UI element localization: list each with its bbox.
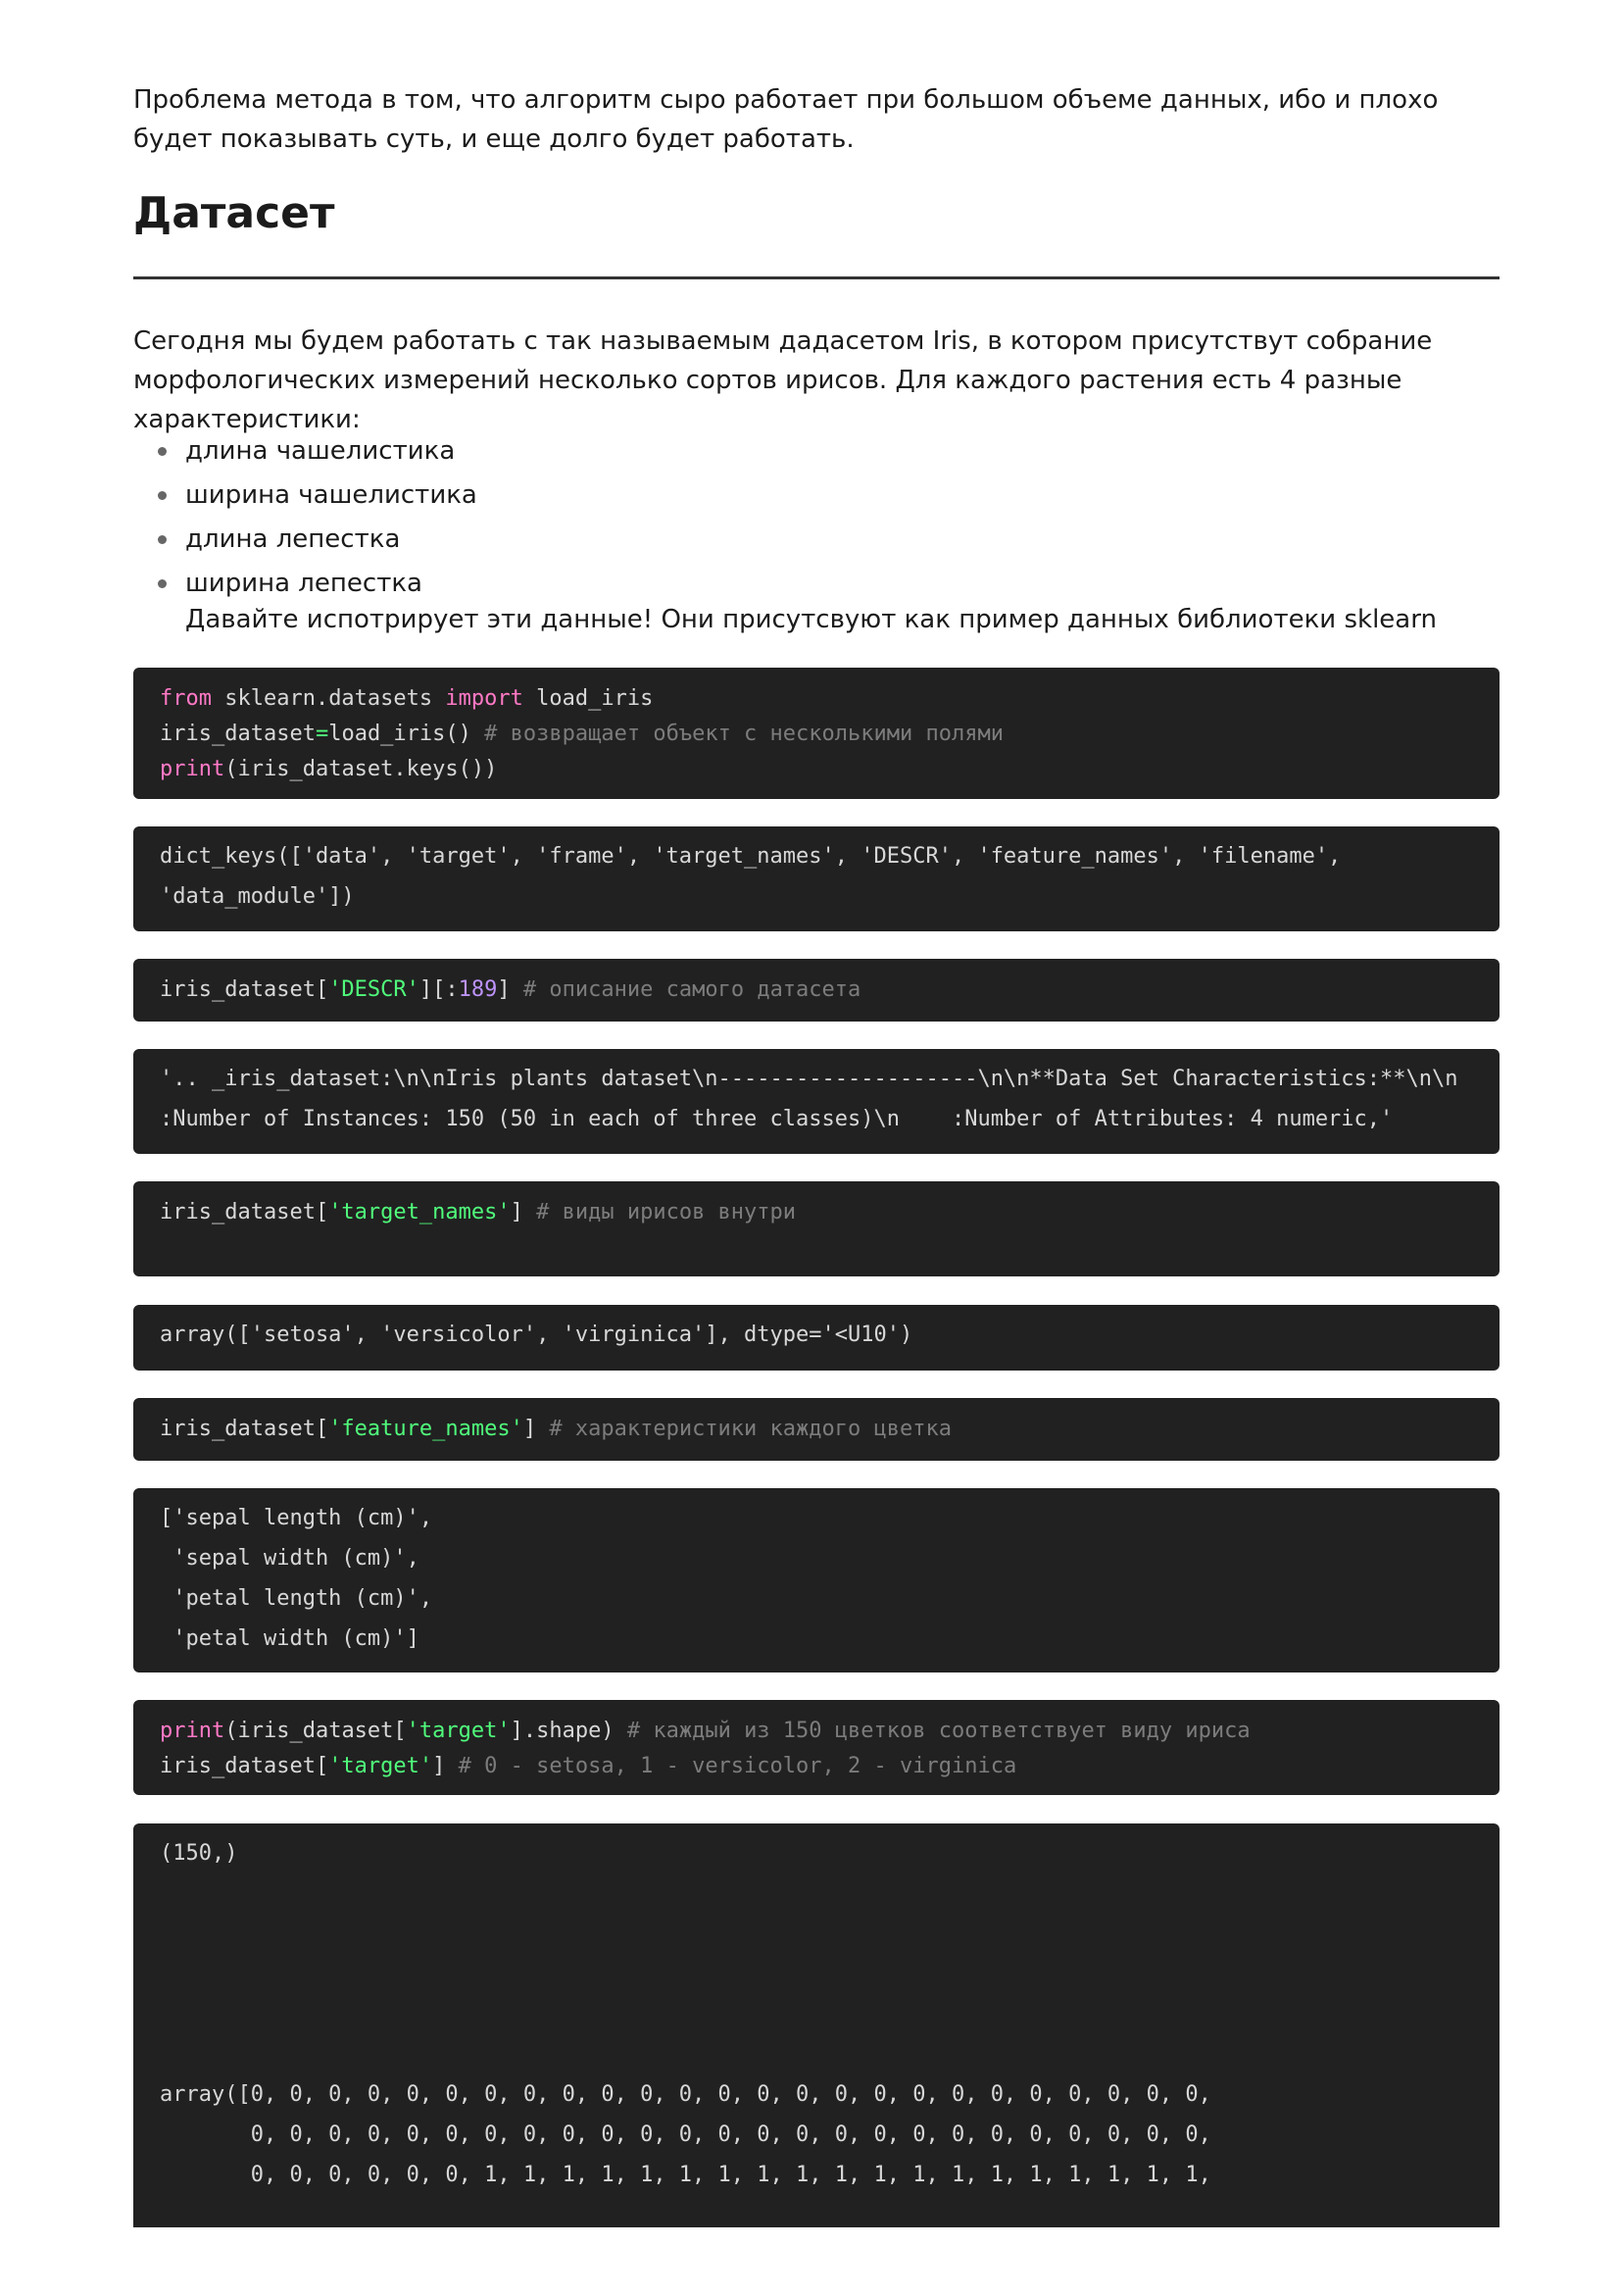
output-line: 'sepal width (cm)', <box>160 1546 419 1571</box>
output-line: 0, 0, 0, 0, 0, 0, 1, 1, 1, 1, 1, 1, 1, 1, 1, 1, 1, 1, 1, 1, 1, 1, 1, 1, 1, <box>160 2163 1211 2187</box>
code-line: iris_dataset=load_iris() # возвращает объект с несколькими полями <box>160 722 1004 746</box>
output-line: array(['setosa', 'versicolor', 'virginica'], dtype='<U10') <box>160 1323 913 1347</box>
output-cell-feature-names <box>133 1488 1500 1672</box>
list-item-text: длина чашелистика <box>185 436 456 466</box>
output-line: array([0, 0, 0, 0, 0, 0, 0, 0, 0, 0, 0, 0, 0, 0, 0, 0, 0, 0, 0, 0, 0, 0, 0, 0, 0, <box>160 2082 1211 2107</box>
output-cell-target-names <box>133 1305 1500 1371</box>
code-line: iris_dataset['target_names'] # виды ирисов внутри <box>160 1200 797 1224</box>
list-item <box>133 474 1500 518</box>
output-line: '.. _iris_dataset:\n\nIris plants dataset\n--------------------\n\n**Data Set Characteristics:**\n\n <box>160 1067 1458 1091</box>
code-cell-feature-names[interactable] <box>133 1398 1500 1461</box>
output-line: 'data_module']) <box>160 884 355 909</box>
code-cell-target-names[interactable] <box>133 1181 1500 1276</box>
output-line: ['sepal length (cm)', <box>160 1506 433 1530</box>
code-line: from sklearn.datasets import load_iris <box>160 686 654 711</box>
code-line: iris_dataset['feature_names'] # характеристики каждого цветка <box>160 1417 952 1441</box>
bullet-icon <box>158 535 167 544</box>
output-line: 'petal length (cm)', <box>160 1586 433 1611</box>
code-line: print(iris_dataset['target'].shape) # каждый из 150 цветков соответствует виду ириса <box>160 1719 1251 1743</box>
output-line: :Number of Instances: 150 (50 in each of three classes)\n :Number of Attributes: 4 numeric,' <box>160 1107 1394 1131</box>
dataset-description: Сегодня мы будем работать с так называемым дадасетом Iris, в котором присутствут собрание морфологических измерений несколько сортов ирисов. Для каждого растения есть 4 разные характеристики: <box>133 326 1433 434</box>
output-line: 0, 0, 0, 0, 0, 0, 0, 0, 0, 0, 0, 0, 0, 0, 0, 0, 0, 0, 0, 0, 0, 0, 0, 0, 0, <box>160 2122 1211 2147</box>
intro-paragraph: Проблема метода в том, что алгоритм сыро работает при большом объеме данных, ибо и плохо будет показывать суть, и еще долго будет работать. <box>133 85 1439 154</box>
code-line: iris_dataset['DESCR'][:189] # описание самого датасета <box>160 977 861 1002</box>
code-cell-target[interactable] <box>133 1700 1500 1795</box>
output-line: 'petal width (cm)'] <box>160 1626 419 1651</box>
code-cell-descr[interactable] <box>133 959 1500 1022</box>
heading-divider <box>133 276 1500 279</box>
import-note: Давайте испотрирует эти данные! Они присутсвуют как пример данных библиотеки sklearn <box>185 605 1437 634</box>
section-heading: Датасет <box>133 188 335 238</box>
list-item-text: ширина лепестка <box>185 569 422 598</box>
bullet-icon <box>158 491 167 500</box>
output-line: (150,) <box>160 1841 238 1866</box>
output-cell-descr <box>133 1049 1500 1154</box>
output-cell-keys <box>133 826 1500 931</box>
feature-list <box>133 429 1500 606</box>
code-cell-import[interactable] <box>133 668 1500 799</box>
output-line: dict_keys(['data', 'target', 'frame', 'target_names', 'DESCR', 'feature_names', 'filename', <box>160 844 1342 869</box>
output-spacer <box>160 1873 1473 2074</box>
bullet-icon <box>158 447 167 456</box>
list-item <box>133 518 1500 562</box>
output-cell-target <box>133 1823 1500 2227</box>
list-item-text: длина лепестка <box>185 524 401 554</box>
code-line: iris_dataset['target'] # 0 - setosa, 1 - versicolor, 2 - virginica <box>160 1754 1017 1778</box>
list-item-text: ширина чашелистика <box>185 480 477 510</box>
bullet-icon <box>158 579 167 588</box>
code-line: print(iris_dataset.keys()) <box>160 757 498 781</box>
list-item <box>133 429 1500 474</box>
